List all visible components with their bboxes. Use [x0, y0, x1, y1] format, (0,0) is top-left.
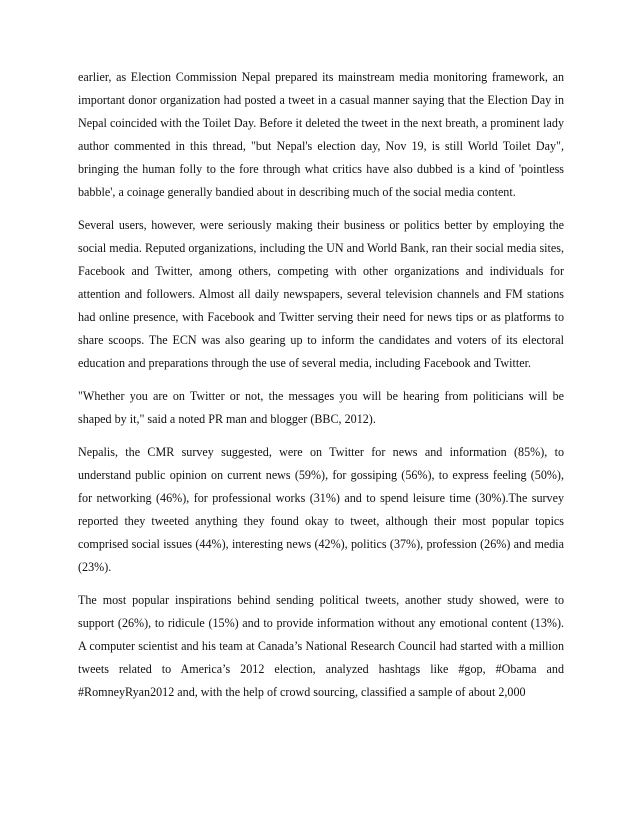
- paragraph-social-media-users: Several users, however, were seriously making their business or politics better by employing the social media. Reputed organizations, including the UN and World Bank, ran their social media sites, Facebook and Twitter, among others, competing with other organizations and individuals for attention and followers. Almost all daily newspapers, several television channels and FM stations had online presence, with Facebook and Twitter serving their need for news tips or as platforms to share scoops. The ECN was also gearing up to inform the candidates and voters of its electoral education and preparations through the use of several media, including Facebook and Twitter.: [78, 218, 564, 370]
- paragraph-cmr-survey: Nepalis, the CMR survey suggested, were on Twitter for news and information (85%), to understand public opinion on current news (59%), for gossiping (56%), to express feeling (50%), for networking (46%), for professional works (31%) and to spend leisure time (30%).The survey reported they tweeted anything they found okay to tweet, although their most popular topics comprised social issues (44%), interesting news (42%), politics (37%), profession (26%) and media (23%).: [78, 445, 564, 574]
- paragraph-election-day-tweet: earlier, as Election Commission Nepal prepared its mainstream media monitoring framework, an important donor organization had posted a tweet in a casual manner saying that the Election Day in Nepal coincided with the Toilet Day. Before it deleted the tweet in the next breath, a prominent lady author commented in this thread, "but Nepal's election day, Nov 19, is still World Toilet Day", bringing the human folly to the fore through what critics have also dubbed is a kind of 'pointless babble', a coinage generally bandied about in describing much of the social media content.: [78, 70, 564, 199]
- paragraph-political-tweets-study: The most popular inspirations behind sending political tweets, another study showed, were to support (26%), to ridicule (15%) and to provide information without any emotional content (13%). A computer scientist and his team at Canada’s National Research Council had started with a million tweets related to America’s 2012 election, analyzed hashtags like #gop, #Obama and #RomneyRyan2012 and, with the help of crowd sourcing, classified a sample of about 2,000: [78, 593, 564, 699]
- document-page: [78, 66, 564, 714]
- paragraph-pr-quote: "Whether you are on Twitter or not, the messages you will be hearing from politicians will be shaped by it," said a noted PR man and blogger (BBC, 2012).: [78, 389, 564, 426]
